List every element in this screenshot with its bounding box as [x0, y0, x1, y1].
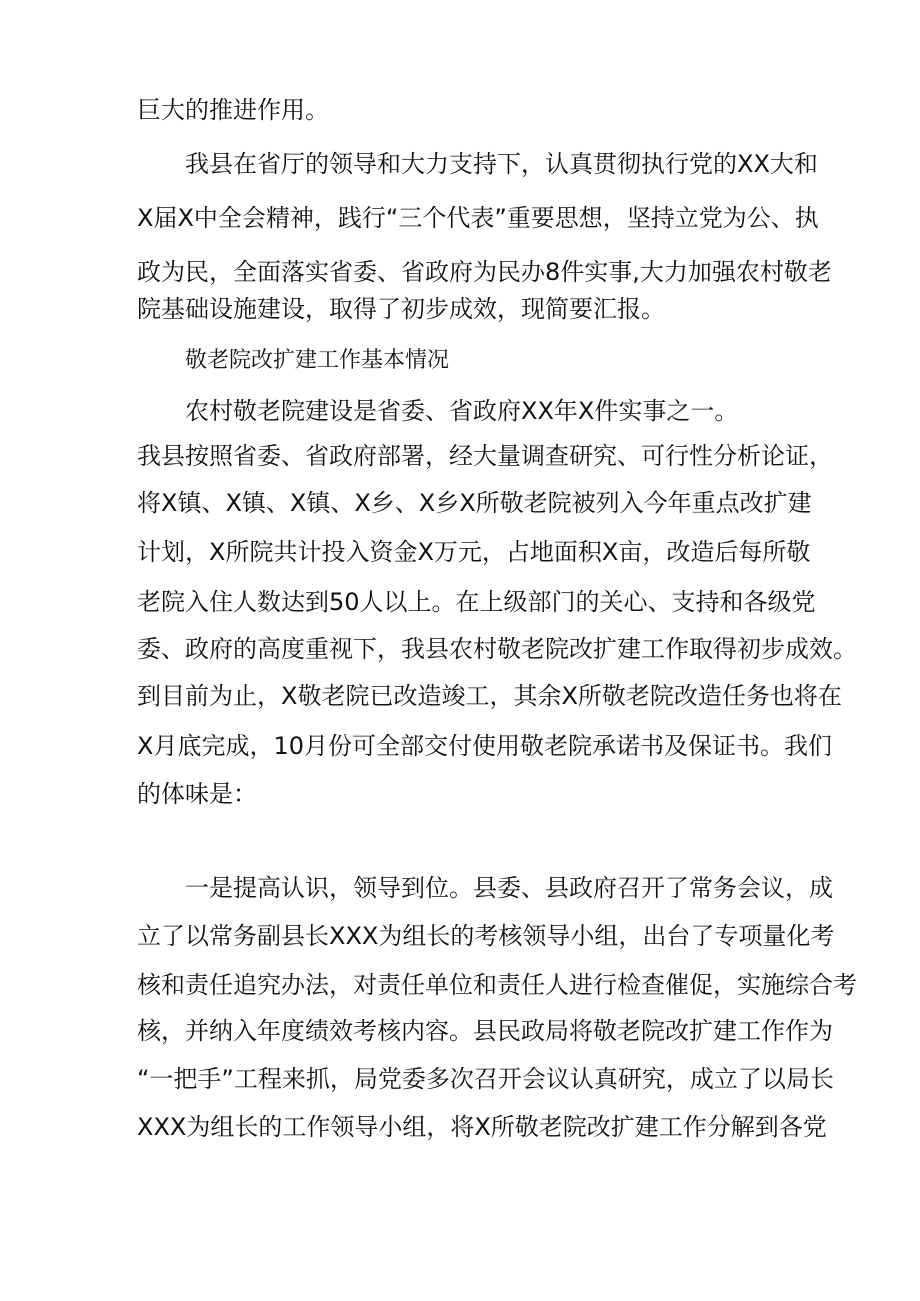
text-line-15: 的体味是： — [137, 780, 257, 808]
text-line-11: 老院入住人数达到50人以上。在上级部门的关心、支持和各级党 — [137, 588, 816, 616]
text-line-8: 我县按照省委、省政府部署，经大量调查研究、可行性分析论证， — [137, 442, 833, 470]
text-line-16: 一是提高认识，领导到位。县委、县政府召开了常务会议，成 — [185, 874, 833, 902]
text-line-21: XXX为组长的工作领导小组，将X所敬老院改扩建工作分解到各党 — [137, 1113, 827, 1141]
text-line-18: 核和责任追究办法，对责任单位和责任人进行检查催促，实施综合考 — [137, 971, 857, 999]
text-line-9: 将X镇、X镇、X镇、X乡、X乡X所敬老院被列入今年重点改扩建 — [137, 489, 812, 517]
text-line-4: 政为民，全面落实省委、省政府为民办8件实事,大力加强农村敬老 — [137, 258, 832, 286]
section-heading: 敬老院改扩建工作基本情况 — [185, 348, 450, 373]
text-line-7: 农村敬老院建设是省委、省政府XX年X件实事之一。 — [185, 397, 739, 425]
text-line-10: 计划，X所院共计投入资金X万元，占地面积X亩，改造后每所敬 — [137, 538, 811, 566]
text-line-5: 院基础设施建设，取得了初步成效，现简要汇报。 — [137, 295, 665, 323]
text-line-17: 立了以常务副县长XXX为组长的考核领导小组，出台了专项量化考 — [137, 922, 835, 950]
text-line-1: 巨大的推进作用。 — [137, 96, 329, 124]
text-line-3: X届X中全会精神，践行“三个代表”重要思想，坚持立党为公、执 — [137, 204, 819, 232]
text-line-12: 委、政府的高度重视下，我县农村敬老院改扩建工作取得初步成效。 — [137, 635, 857, 663]
text-line-13: 到目前为止，X敬老院已改造竣工，其余X所敬老院改造任务也将在 — [137, 682, 842, 710]
text-line-19: 核，并纳入年度绩效考核内容。县民政局将敬老院改扩建工作作为 — [137, 1017, 833, 1045]
text-line-14: X月底完成，10月份可全部交付使用敬老院承诺书及保证书。我们 — [137, 732, 832, 760]
text-line-20: “一把手”工程来抓，局党委多次召开会议认真研究，成立了以局长 — [137, 1065, 834, 1093]
text-line-2: 我县在省厅的领导和大力支持下，认真贯彻执行党的XX大和 — [185, 150, 818, 178]
